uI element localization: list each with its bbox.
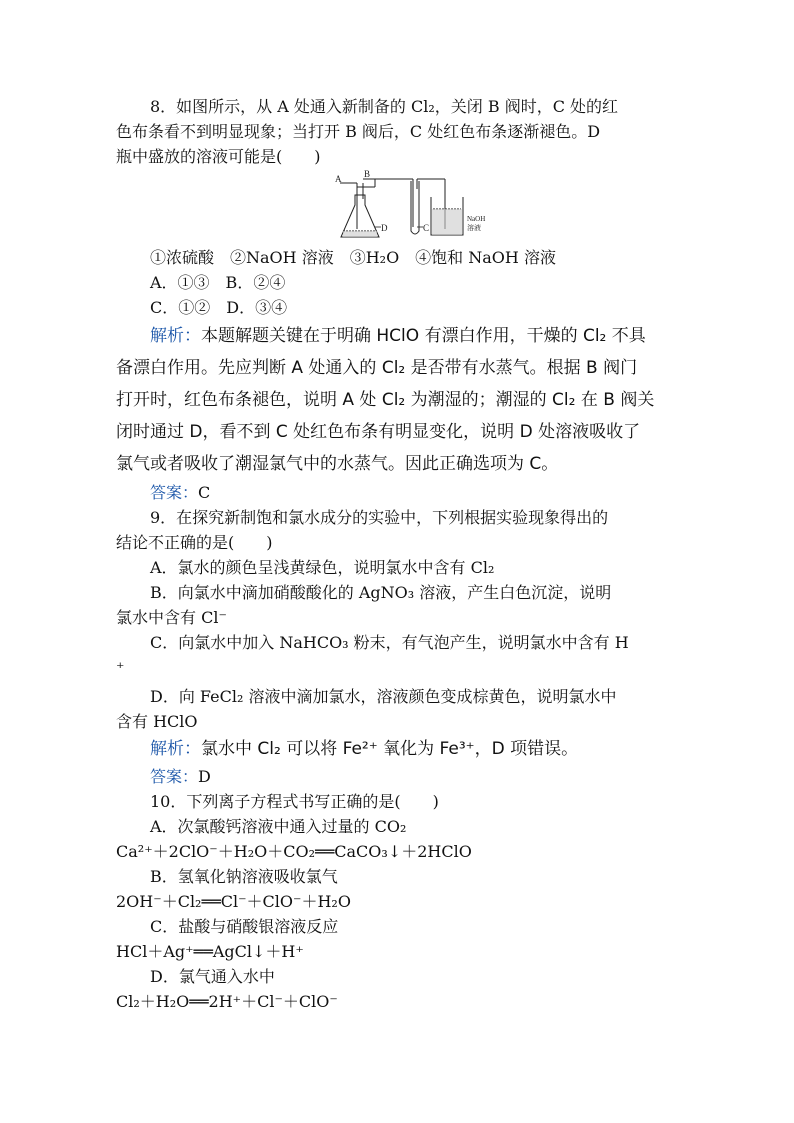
q9-option-d-line2: 含有 HClO bbox=[116, 712, 198, 731]
q10-option-a: A．次氯酸钙溶液中通入过量的 CO₂ bbox=[150, 817, 407, 836]
label-a: A bbox=[335, 174, 342, 184]
q9-analysis bbox=[150, 734, 682, 764]
q8-stem-line1: 8．如图所示，从 A 处通入新制备的 Cl₂，关闭 B 阀时，C 处的红 bbox=[150, 97, 619, 116]
label-c: C bbox=[423, 223, 430, 233]
document-page bbox=[116, 94, 682, 1014]
q8-analysis-label: 解析： bbox=[150, 326, 201, 346]
apparatus-diagram bbox=[335, 169, 505, 245]
q8-items: ①浓硫酸 ②NaOH 溶液 ③H₂O ④饱和 NaOH 溶液 bbox=[150, 248, 556, 267]
q8-analysis-line4: 闭时通过 D，看不到 C 处红色布条有明显变化，说明 D 处溶液吸收了 bbox=[116, 422, 641, 442]
q9-option-d-line1: D．向 FeCl₂ 溶液中滴加氯水，溶液颜色变成棕黄色，说明氯水中 bbox=[150, 687, 617, 706]
q10-equation-b: 2OH⁻＋Cl₂══Cl⁻＋ClO⁻＋H₂O bbox=[116, 892, 351, 911]
q10-equation-c: HCl＋Ag⁺══AgCl↓＋H⁺ bbox=[116, 942, 304, 961]
q10-equation-a: Ca²⁺＋2ClO⁻＋H₂O＋CO₂══CaCO₃↓＋2HClO bbox=[116, 842, 472, 861]
q9-answer bbox=[150, 764, 682, 789]
label-solution: 溶液 bbox=[467, 224, 481, 232]
q8-stem-line3: 瓶中盛放的溶液可能是( ) bbox=[116, 147, 321, 166]
q8-options-cd: C．①② D．③④ bbox=[150, 298, 288, 317]
q9-option-b-line2: 氯水中含有 Cl⁻ bbox=[116, 608, 227, 627]
label-d: D bbox=[381, 223, 388, 233]
q9-option-c-line1: C．向氯水中加入 NaHCO₃ 粉末，有气泡产生，说明氯水中含有 H bbox=[150, 633, 629, 652]
q9-analysis-text: 氯水中 Cl₂ 可以将 Fe²⁺ 氧化为 Fe³⁺，D 项错误。 bbox=[201, 739, 579, 759]
q10-option-b: B．氢氧化钠溶液吸收氯气 bbox=[150, 867, 338, 886]
q9-option-b-line1: B．向氯水中滴加硝酸酸化的 AgNO₃ 溶液，产生白色沉淀，说明 bbox=[150, 583, 612, 602]
q8-answer-label: 答案： bbox=[150, 483, 199, 502]
q10-option-c: C．盐酸与硝酸银溶液反应 bbox=[150, 917, 339, 936]
q8-answer-value: C bbox=[198, 483, 211, 502]
q10-equation-d: Cl₂＋H₂O══2H⁺＋Cl⁻＋ClO⁻ bbox=[116, 992, 338, 1011]
q10-stem: 10．下列离子方程式书写正确的是( ) bbox=[150, 792, 439, 811]
q9-option-a: A．氯水的颜色呈浅黄绿色，说明氯水中含有 Cl₂ bbox=[150, 558, 495, 577]
q8-analysis-line5: 氯气或者吸收了潮湿氯气中的水蒸气。因此正确选项为 C。 bbox=[116, 454, 559, 474]
q9-answer-label: 答案： bbox=[150, 767, 199, 786]
q9-stem-line2: 结论不正确的是( ) bbox=[116, 533, 273, 552]
q10-option-d: D．氯气通入水中 bbox=[150, 967, 275, 986]
q9-analysis-label: 解析： bbox=[150, 739, 201, 759]
q8-analysis-line1 bbox=[150, 320, 682, 352]
q8-answer bbox=[150, 480, 682, 505]
q8-analysis-text1: 本题解题关键在于明确 HClO 有漂白作用，干燥的 Cl₂ 不具 bbox=[201, 326, 646, 346]
q9-answer-value: D bbox=[198, 767, 211, 786]
label-b: B bbox=[364, 169, 371, 179]
q9-stem-line1: 9．在探究新制饱和氯水成分的实验中，下列根据实验现象得出的 bbox=[150, 508, 609, 527]
q8-analysis-line2: 备漂白作用。先应判断 A 处通入的 Cl₂ 是否带有水蒸气。根据 B 阀门 bbox=[116, 358, 638, 378]
q8-stem-line2: 色布条看不到明显现象；当打开 B 阀后，C 处红色布条逐渐褪色。D bbox=[116, 122, 601, 141]
label-naoh: NaOH bbox=[467, 215, 486, 223]
apparatus-figure bbox=[150, 169, 682, 245]
q9-option-c-line2: ⁺ bbox=[116, 658, 125, 677]
q8-options-ab: A．①③ B．②④ bbox=[150, 273, 286, 292]
q8-analysis-line3: 打开时，红色布条褪色，说明 A 处 Cl₂ 为潮湿的；潮湿的 Cl₂ 在 B 阀关 bbox=[116, 390, 655, 410]
